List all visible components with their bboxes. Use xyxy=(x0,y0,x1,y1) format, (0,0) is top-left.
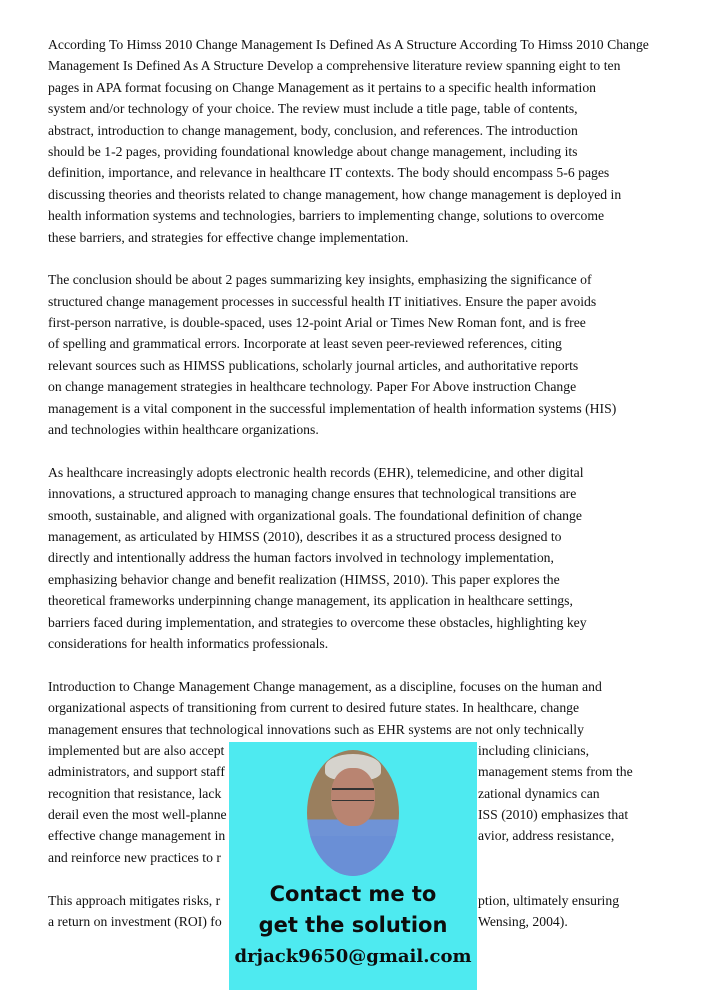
text-line: discussing theories and theorists related to change management, how change management is deployed in xyxy=(48,186,622,202)
text-line: The conclusion should be about 2 pages summarizing key insights, emphasizing the significance of xyxy=(48,272,592,288)
text-line-right: ption, ultimately ensuring xyxy=(478,892,620,908)
text-line: should be 1-2 pages, providing foundational knowledge about change management, including its xyxy=(48,143,578,159)
text-line: As healthcare increasingly adopts electronic health records (EHR), telemedicine, and other digital xyxy=(48,464,584,480)
text-line-right: zational dynamics can xyxy=(478,785,600,801)
paragraph-assignment xyxy=(48,34,688,248)
text-line: Management Is Defined As A Structure Develop a comprehensive literature review spanning eight to ten xyxy=(48,58,621,74)
author-photo xyxy=(307,750,399,876)
text-line: of spelling and grammatical errors. Incorporate at least seven peer-reviewed references, citing xyxy=(48,336,562,352)
contact-cta-line2: get the solution xyxy=(258,913,448,937)
text-line-right: ISS (2010) emphasizes that xyxy=(478,807,629,823)
text-line-left: organizational aspects of transitioning from current to desired future states. In healthcare, change xyxy=(48,700,580,716)
text-line: pages in APA format focusing on Change Management as it pertains to a specific health information xyxy=(48,79,597,95)
contact-advertisement[interactable] xyxy=(229,742,477,990)
text-line: definition, importance, and relevance in healthcare IT contexts. The body should encompass 5-6 pages xyxy=(48,165,610,181)
paragraph-introduction xyxy=(48,462,688,655)
text-line-left: management ensures that technological innovations such as EHR systems are not only technically xyxy=(48,721,584,737)
text-line: relevant sources such as HIMSS publications, scholarly journal articles, and authoritative reports xyxy=(48,357,579,373)
text-line: emphasizing behavior change and benefit realization (HIMSS, 2010). This paper explores the xyxy=(48,571,560,587)
text-line-left: administrators, and support staff xyxy=(48,764,225,780)
text-line xyxy=(48,697,688,718)
text-line xyxy=(48,676,688,697)
text-line-right: management stems from the xyxy=(478,764,633,780)
text-line: theoretical frameworks underpinning change management, its application in healthcare settings, xyxy=(48,593,573,609)
text-line-left: derail even the most well-planne xyxy=(48,807,227,823)
text-line: these barriers, and strategies for effective change implementation. xyxy=(48,229,409,245)
text-line: directly and intentionally address the human factors involved in technology implementation, xyxy=(48,550,554,566)
text-line-right: including clinicians, xyxy=(478,742,589,758)
text-line: innovations, a structured approach to managing change ensures that technological transitions are xyxy=(48,486,577,502)
text-line: health information systems and technologies, barriers to implementing change, solutions to overcome xyxy=(48,208,605,224)
text-line-left: This approach mitigates risks, r xyxy=(48,892,221,908)
text-line-right: Wensing, 2004). xyxy=(478,914,568,930)
text-line xyxy=(48,719,688,740)
text-line-left: implemented but are also accept xyxy=(48,742,225,758)
text-line: considerations for health informatics professionals. xyxy=(48,635,329,651)
text-line: According To Himss 2010 Change Management Is Defined As A Structure According To Himss 2010 Change xyxy=(48,37,649,52)
text-line-left: recognition that resistance, lack xyxy=(48,785,222,801)
text-line: and technologies within healthcare organizations. xyxy=(48,422,319,438)
contact-cta-line1: Contact me to xyxy=(269,882,437,906)
text-line: management is a vital component in the successful implementation of health information systems (HIS) xyxy=(48,400,617,416)
text-line: barriers faced during implementation, and strategies to overcome these obstacles, highlighting key xyxy=(48,614,587,630)
text-line-left: and reinforce new practices to r xyxy=(48,849,221,865)
text-line-left: effective change management in xyxy=(48,828,226,844)
text-line: first-person narrative, is double-spaced, uses 12-point Arial or Times New Roman font, and is free xyxy=(48,315,586,331)
text-line: structured change management processes in successful health IT initiatives. Ensure the paper avoids xyxy=(48,293,597,309)
text-line-right: avior, address resistance, xyxy=(478,828,615,844)
text-line: on change management strategies in healthcare technology. Paper For Above instruction Change xyxy=(48,379,577,395)
text-line-left: a return on investment (ROI) fo xyxy=(48,914,222,930)
text-line-left: Introduction to Change Management Change management, as a discipline, focuses on the human and xyxy=(48,678,602,694)
text-line: abstract, introduction to change management, body, conclusion, and references. The introduction xyxy=(48,122,578,138)
text-line: management, as articulated by HIMSS (2010), describes it as a structured process designed to xyxy=(48,528,562,544)
paragraph-conclusion-requirements xyxy=(48,269,688,440)
text-line: smooth, sustainable, and aligned with organizational goals. The foundational definition of change xyxy=(48,507,582,523)
contact-email[interactable]: drjack9650@gmail.com xyxy=(234,946,472,967)
text-line: system and/or technology of your choice. The review must include a title page, table of contents, xyxy=(48,101,578,117)
